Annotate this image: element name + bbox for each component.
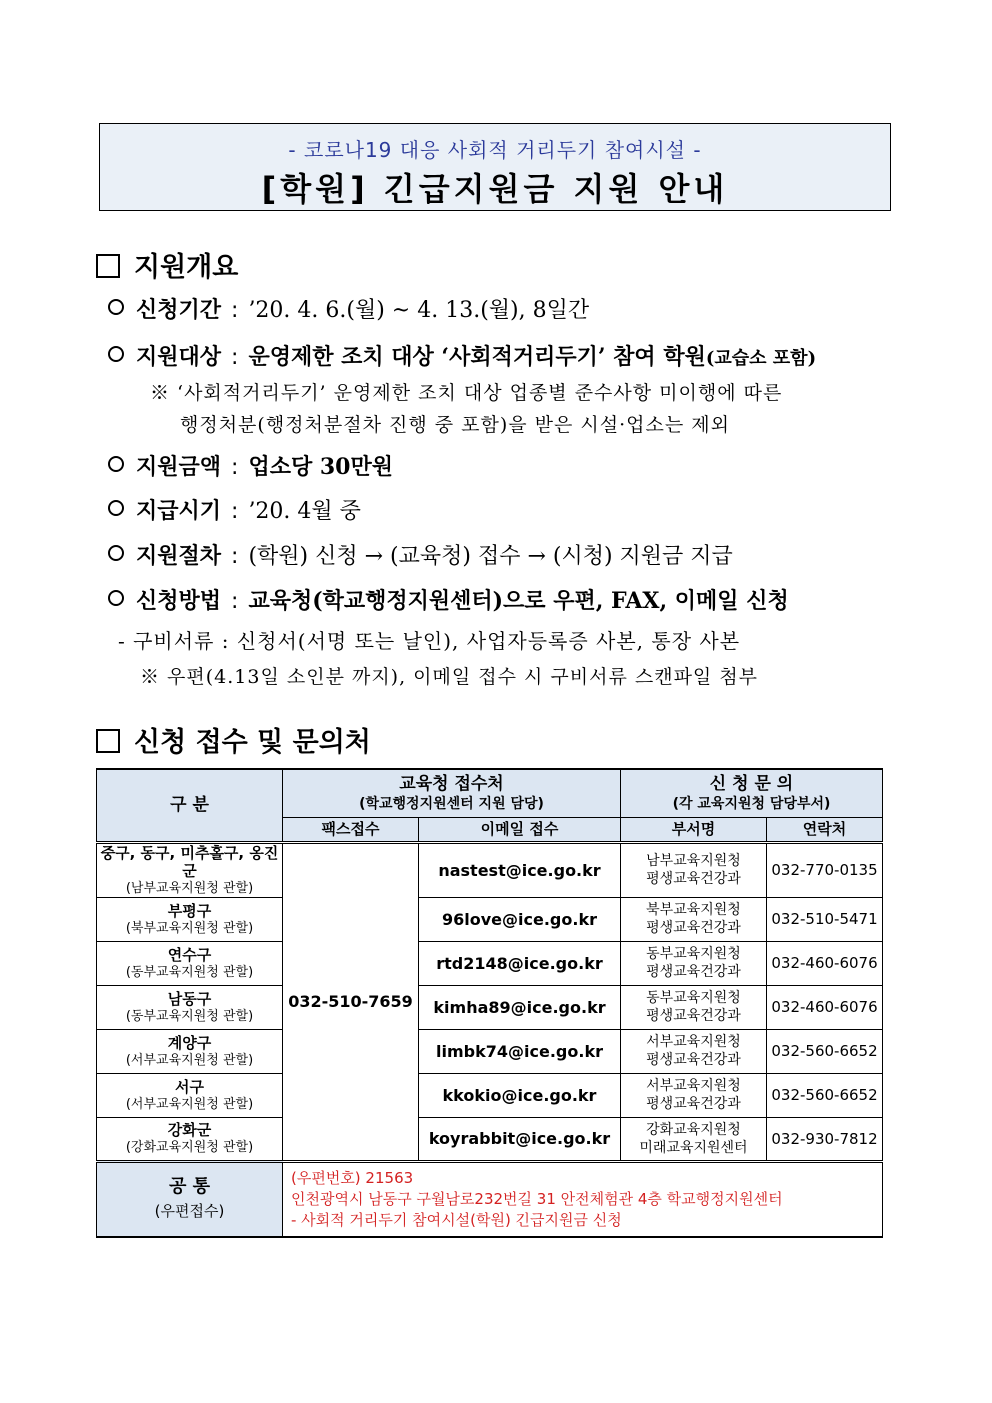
header-fax: 팩스접수 — [283, 817, 419, 842]
circle-bullet-icon — [108, 545, 124, 561]
mailing-subject: - 사회적 거리두기 참여시설(학원) 긴급지원금 신청 — [291, 1210, 622, 1229]
area-cell: 연수구 (동부교육지원청 관할) — [97, 941, 283, 985]
item-support-target: 지원대상 : 운영제한 조치 대상 ‘사회적거리두기’ 참여 학원(교습소 포함) — [108, 340, 816, 371]
email-cell: limbk74@ice.go.kr — [419, 1029, 621, 1073]
title-box — [99, 123, 891, 211]
table-row — [97, 897, 883, 941]
item-support-amount: 지원금액 : 업소당 30만원 — [108, 450, 393, 481]
square-bullet-icon — [96, 254, 120, 278]
item-procedure: 지원절차 : (학원) 신청 → (교육청) 접수 → (시청) 지원금 지급 — [108, 539, 733, 570]
table-row — [97, 1117, 883, 1161]
circle-bullet-icon — [108, 590, 124, 606]
contact-table — [96, 768, 883, 1238]
area-cell: 서구 (서부교육지원청 관할) — [97, 1073, 283, 1117]
dept-cell: 서부교육지원청 평생교육건강과 — [621, 1073, 767, 1117]
phone-cell: 032-560-6652 — [767, 1073, 883, 1117]
email-cell: rtd2148@ice.go.kr — [419, 941, 621, 985]
area-cell: 강화군 (강화교육지원청 관할) — [97, 1117, 283, 1161]
phone-cell: 032-930-7812 — [767, 1117, 883, 1161]
common-row — [97, 1161, 883, 1237]
header-office: 교육청 접수처 (학교행정지원센터 지원 담당) — [283, 769, 621, 817]
title-subtitle: - 코로나19 대응 사회적 거리두기 참여시설 - — [288, 138, 702, 162]
common-label-cell: 공 통 (우편접수) — [97, 1161, 283, 1237]
section-heading-contact: 신청 접수 및 문의처 — [96, 720, 371, 759]
postal-code: (우편번호) 21563 — [291, 1168, 414, 1187]
email-cell: nastest@ice.go.kr — [419, 842, 621, 897]
dept-cell: 동부교육지원청 평생교육건강과 — [621, 941, 767, 985]
note-exclusion-line2: 행정처분(행정처분절차 진행 중 포함)을 받은 시설·업소는 제외 — [180, 414, 730, 436]
circle-bullet-icon — [108, 346, 124, 362]
dept-cell: 강화교육지원청 미래교육지원센터 — [621, 1117, 767, 1161]
area-cell: 계양구 (서부교육지원청 관할) — [97, 1029, 283, 1073]
table-row — [97, 842, 883, 897]
note-exclusion-line1: ※ ‘사회적거리두기’ 운영제한 조치 대상 업종별 준수사항 미이행에 따른 — [150, 382, 783, 404]
header-inquiry: 신 청 문 의 (각 교육지원청 담당부서) — [621, 769, 883, 817]
table-row — [97, 1029, 883, 1073]
circle-bullet-icon — [108, 299, 124, 315]
phone-cell: 032-770-0135 — [767, 842, 883, 897]
header-gubun: 구 분 — [97, 769, 283, 842]
note-attachments: ※ 우편(4.13일 소인분 까지), 이메일 접수 시 구비서류 스캔파일 첨부 — [140, 666, 759, 688]
dept-cell: 남부교육지원청 평생교육건강과 — [621, 842, 767, 897]
title-main: [학원] 긴급지원금 지원 안내 — [261, 170, 729, 208]
circle-bullet-icon — [108, 500, 124, 516]
area-cell: 부평구 (북부교육지원청 관할) — [97, 897, 283, 941]
area-cell: 중구, 동구, 미추홀구, 옹진군 (남부교육지원청 관할) — [97, 842, 283, 897]
common-address-cell — [283, 1161, 883, 1237]
circle-bullet-icon — [108, 456, 124, 472]
phone-cell: 032-560-6652 — [767, 1029, 883, 1073]
fax-number: 032-510-7659 — [283, 842, 419, 1161]
square-bullet-icon — [96, 729, 120, 753]
area-cell: 남동구 (동부교육지원청 관할) — [97, 985, 283, 1029]
table-row — [97, 1073, 883, 1117]
item-payment-time: 지급시기 : ’20. 4월 중 — [108, 494, 361, 525]
dept-cell: 북부교육지원청 평생교육건강과 — [621, 897, 767, 941]
email-cell: 96love@ice.go.kr — [419, 897, 621, 941]
phone-cell: 032-460-6076 — [767, 941, 883, 985]
header-email: 이메일 접수 — [419, 817, 621, 842]
table-row — [97, 985, 883, 1029]
item-application-method: 신청방법 : 교육청(학교행정지원센터)으로 우편, FAX, 이메일 신청 — [108, 584, 789, 615]
required-documents: - 구비서류 : 신청서(서명 또는 날인), 사업자등록증 사본, 통장 사본 — [118, 629, 741, 653]
item-application-period: 신청기간 : ’20. 4. 6.(월) ~ 4. 13.(월), 8일간 — [108, 293, 589, 324]
mailing-address: 인천광역시 남동구 구월남로232번길 31 안전체험관 4층 학교행정지원센터 — [291, 1189, 783, 1208]
dept-cell: 서부교육지원청 평생교육건강과 — [621, 1029, 767, 1073]
section-heading-overview: 지원개요 — [96, 245, 238, 284]
phone-cell: 032-460-6076 — [767, 985, 883, 1029]
table-row — [97, 941, 883, 985]
header-dept: 부서명 — [621, 817, 767, 842]
email-cell: kkokio@ice.go.kr — [419, 1073, 621, 1117]
email-cell: kimha89@ice.go.kr — [419, 985, 621, 1029]
header-phone: 연락처 — [767, 817, 883, 842]
phone-cell: 032-510-5471 — [767, 897, 883, 941]
dept-cell: 동부교육지원청 평생교육건강과 — [621, 985, 767, 1029]
email-cell: koyrabbit@ice.go.kr — [419, 1117, 621, 1161]
